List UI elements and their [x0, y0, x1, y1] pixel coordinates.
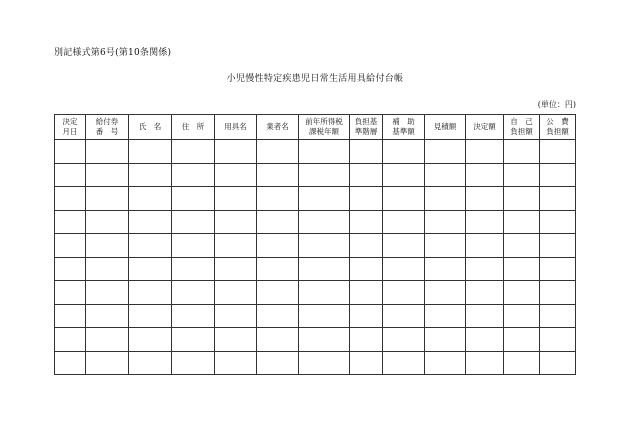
cell-decided[interactable]: [466, 140, 504, 164]
cell-decision-date[interactable]: [55, 187, 86, 211]
cell-name[interactable]: [129, 187, 172, 211]
cell-decided[interactable]: [466, 210, 504, 234]
cell-burden-class[interactable]: [350, 234, 383, 258]
cell-prev-tax[interactable]: [299, 281, 350, 305]
cell-self-burden[interactable]: [504, 187, 540, 211]
cell-decision-date[interactable]: [55, 351, 86, 375]
cell-decided[interactable]: [466, 328, 504, 352]
cell-self-burden[interactable]: [504, 304, 540, 328]
cell-subsidy-base[interactable]: [383, 210, 425, 234]
cell-item-name[interactable]: [215, 351, 257, 375]
cell-decision-date[interactable]: [55, 234, 86, 258]
cell-voucher-no[interactable]: [86, 210, 129, 234]
cell-self-burden[interactable]: [504, 234, 540, 258]
cell-vendor[interactable]: [257, 234, 299, 258]
col-header-public-burden: 公 費 負担額: [540, 115, 576, 140]
col-header-decision-date: 決定 月日: [55, 115, 86, 140]
cell-address[interactable]: [172, 257, 215, 281]
cell-item-name[interactable]: [215, 257, 257, 281]
col-header-decided: 決定額: [466, 115, 504, 140]
cell-subsidy-base[interactable]: [383, 328, 425, 352]
cell-name[interactable]: [129, 257, 172, 281]
cell-prev-tax[interactable]: [299, 328, 350, 352]
cell-name[interactable]: [129, 163, 172, 187]
document-title: 小児慢性特定疾患児日常生活用具給付台帳: [226, 74, 404, 84]
cell-decision-date[interactable]: [55, 163, 86, 187]
cell-voucher-no[interactable]: [86, 351, 129, 375]
cell-self-burden[interactable]: [504, 328, 540, 352]
unit-note: (単位：円): [537, 100, 576, 109]
cell-estimate[interactable]: [425, 210, 466, 234]
table-row: [55, 210, 576, 234]
cell-vendor[interactable]: [257, 328, 299, 352]
cell-public-burden[interactable]: [540, 257, 576, 281]
col-header-prev-tax: 前年所得税 課税年額: [299, 115, 350, 140]
cell-estimate[interactable]: [425, 328, 466, 352]
cell-public-burden[interactable]: [540, 187, 576, 211]
table-row: [55, 140, 576, 164]
cell-prev-tax[interactable]: [299, 210, 350, 234]
cell-burden-class[interactable]: [350, 328, 383, 352]
cell-voucher-no[interactable]: [86, 257, 129, 281]
cell-burden-class[interactable]: [350, 163, 383, 187]
cell-decision-date[interactable]: [55, 328, 86, 352]
cell-subsidy-base[interactable]: [383, 234, 425, 258]
cell-self-burden[interactable]: [504, 257, 540, 281]
cell-public-burden[interactable]: [540, 304, 576, 328]
cell-decision-date[interactable]: [55, 210, 86, 234]
cell-voucher-no[interactable]: [86, 163, 129, 187]
cell-estimate[interactable]: [425, 140, 466, 164]
cell-name[interactable]: [129, 140, 172, 164]
cell-decided[interactable]: [466, 304, 504, 328]
cell-subsidy-base[interactable]: [383, 281, 425, 305]
cell-estimate[interactable]: [425, 351, 466, 375]
cell-voucher-no[interactable]: [86, 234, 129, 258]
cell-subsidy-base[interactable]: [383, 257, 425, 281]
cell-prev-tax[interactable]: [299, 351, 350, 375]
cell-decision-date[interactable]: [55, 304, 86, 328]
col-header-subsidy-base: 補 助 基準額: [383, 115, 425, 140]
cell-prev-tax[interactable]: [299, 234, 350, 258]
cell-address[interactable]: [172, 140, 215, 164]
cell-subsidy-base[interactable]: [383, 140, 425, 164]
cell-item-name[interactable]: [215, 187, 257, 211]
table-row: [55, 351, 576, 375]
cell-voucher-no[interactable]: [86, 140, 129, 164]
cell-item-name[interactable]: [215, 163, 257, 187]
cell-address[interactable]: [172, 281, 215, 305]
table-row: [55, 257, 576, 281]
cell-item-name[interactable]: [215, 304, 257, 328]
col-header-address: 住 所: [172, 115, 215, 140]
cell-address[interactable]: [172, 187, 215, 211]
cell-vendor[interactable]: [257, 281, 299, 305]
cell-self-burden[interactable]: [504, 281, 540, 305]
cell-voucher-no[interactable]: [86, 328, 129, 352]
cell-item-name[interactable]: [215, 234, 257, 258]
cell-self-burden[interactable]: [504, 210, 540, 234]
cell-decided[interactable]: [466, 351, 504, 375]
cell-name[interactable]: [129, 210, 172, 234]
cell-voucher-no[interactable]: [86, 304, 129, 328]
cell-decision-date[interactable]: [55, 140, 86, 164]
cell-decided[interactable]: [466, 163, 504, 187]
cell-public-burden[interactable]: [540, 328, 576, 352]
table-row: [55, 187, 576, 211]
col-header-voucher-no: 給付券 番 号: [86, 115, 129, 140]
table-row: [55, 234, 576, 258]
cell-prev-tax[interactable]: [299, 140, 350, 164]
cell-subsidy-base[interactable]: [383, 351, 425, 375]
cell-estimate[interactable]: [425, 187, 466, 211]
cell-burden-class[interactable]: [350, 304, 383, 328]
table-row: [55, 304, 576, 328]
cell-name[interactable]: [129, 281, 172, 305]
cell-public-burden[interactable]: [540, 351, 576, 375]
cell-estimate[interactable]: [425, 257, 466, 281]
col-header-burden-class: 負担基 準階層: [350, 115, 383, 140]
cell-self-burden[interactable]: [504, 163, 540, 187]
cell-public-burden[interactable]: [540, 163, 576, 187]
cell-item-name[interactable]: [215, 210, 257, 234]
cell-address[interactable]: [172, 328, 215, 352]
cell-name[interactable]: [129, 304, 172, 328]
cell-prev-tax[interactable]: [299, 257, 350, 281]
cell-burden-class[interactable]: [350, 257, 383, 281]
cell-estimate[interactable]: [425, 234, 466, 258]
cell-subsidy-base[interactable]: [383, 187, 425, 211]
cell-vendor[interactable]: [257, 210, 299, 234]
cell-burden-class[interactable]: [350, 351, 383, 375]
cell-subsidy-base[interactable]: [383, 304, 425, 328]
cell-estimate[interactable]: [425, 304, 466, 328]
cell-name[interactable]: [129, 328, 172, 352]
cell-burden-class[interactable]: [350, 187, 383, 211]
cell-address[interactable]: [172, 234, 215, 258]
cell-decision-date[interactable]: [55, 257, 86, 281]
cell-vendor[interactable]: [257, 140, 299, 164]
cell-public-burden[interactable]: [540, 210, 576, 234]
cell-voucher-no[interactable]: [86, 281, 129, 305]
cell-item-name[interactable]: [215, 281, 257, 305]
table-row: [55, 281, 576, 305]
cell-burden-class[interactable]: [350, 210, 383, 234]
cell-subsidy-base[interactable]: [383, 163, 425, 187]
cell-address[interactable]: [172, 210, 215, 234]
cell-estimate[interactable]: [425, 163, 466, 187]
cell-address[interactable]: [172, 163, 215, 187]
cell-vendor[interactable]: [257, 187, 299, 211]
cell-prev-tax[interactable]: [299, 163, 350, 187]
cell-self-burden[interactable]: [504, 351, 540, 375]
cell-decision-date[interactable]: [55, 281, 86, 305]
col-header-estimate: 見積額: [425, 115, 466, 140]
col-header-vendor: 業者名: [257, 115, 299, 140]
cell-vendor[interactable]: [257, 163, 299, 187]
cell-decided[interactable]: [466, 234, 504, 258]
cell-vendor[interactable]: [257, 351, 299, 375]
cell-voucher-no[interactable]: [86, 187, 129, 211]
cell-address[interactable]: [172, 351, 215, 375]
cell-name[interactable]: [129, 351, 172, 375]
cell-item-name[interactable]: [215, 328, 257, 352]
cell-self-burden[interactable]: [504, 140, 540, 164]
ledger-table: [54, 114, 576, 375]
cell-prev-tax[interactable]: [299, 187, 350, 211]
cell-vendor[interactable]: [257, 257, 299, 281]
cell-public-burden[interactable]: [540, 140, 576, 164]
header-row: [55, 115, 576, 140]
cell-address[interactable]: [172, 304, 215, 328]
cell-prev-tax[interactable]: [299, 304, 350, 328]
col-header-item-name: 用具名: [215, 115, 257, 140]
table-row: [55, 328, 576, 352]
cell-vendor[interactable]: [257, 304, 299, 328]
form-number: 別記様式第6号(第10条関係): [54, 48, 172, 58]
cell-public-burden[interactable]: [540, 234, 576, 258]
cell-name[interactable]: [129, 234, 172, 258]
cell-burden-class[interactable]: [350, 281, 383, 305]
cell-decided[interactable]: [466, 281, 504, 305]
col-header-name: 氏 名: [129, 115, 172, 140]
cell-decided[interactable]: [466, 257, 504, 281]
table-row: [55, 163, 576, 187]
col-header-self-burden: 自 己 負担額: [504, 115, 540, 140]
cell-decided[interactable]: [466, 187, 504, 211]
cell-public-burden[interactable]: [540, 281, 576, 305]
ledger-body: [55, 140, 576, 375]
cell-estimate[interactable]: [425, 281, 466, 305]
cell-burden-class[interactable]: [350, 140, 383, 164]
cell-item-name[interactable]: [215, 140, 257, 164]
